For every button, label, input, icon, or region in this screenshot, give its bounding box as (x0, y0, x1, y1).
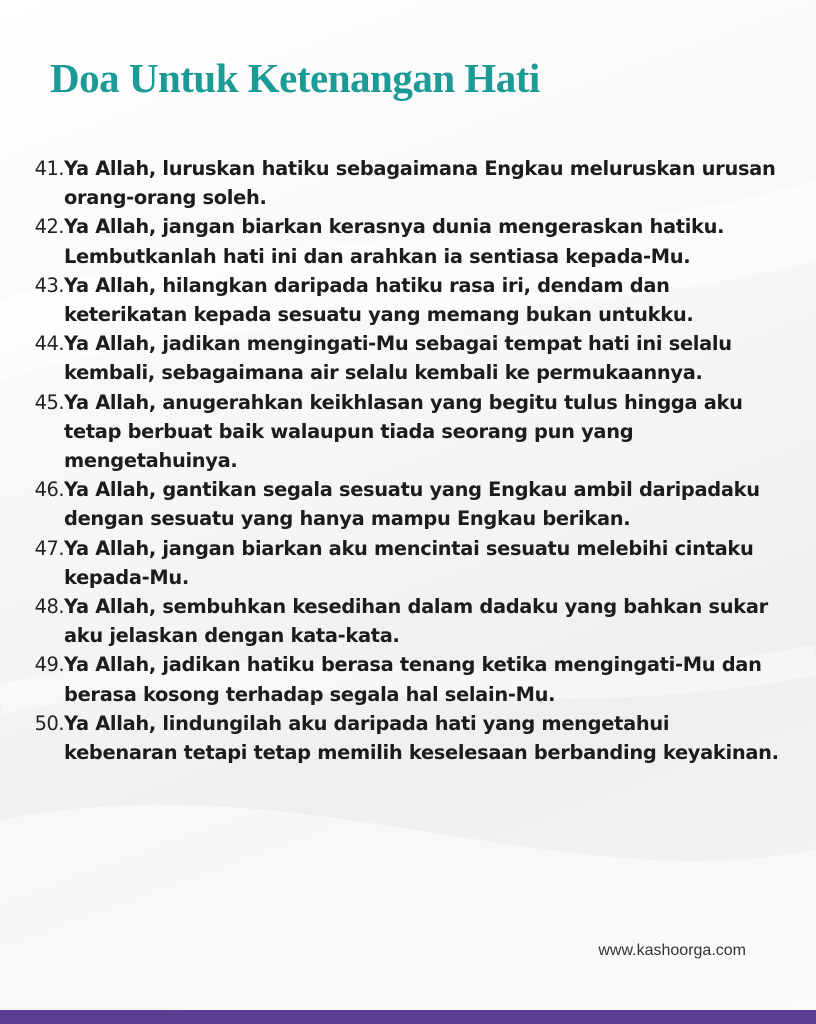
list-item (28, 475, 788, 533)
item-text: Ya Allah, hilangkan daripada hatiku rasa iri, dendam dan keterikatan kepada sesuatu yang memang bukan untukku. (64, 273, 694, 327)
page-title: Doa Untuk Ketenangan Hati (50, 55, 540, 101)
item-number: 48. (34, 595, 64, 619)
item-number: 42. (34, 215, 64, 239)
item-number: 50. (34, 711, 64, 735)
item-text: Ya Allah, luruskan hatiku sebagaimana Engkau meluruskan urusan orang-orang soleh. (64, 157, 776, 210)
list-item (28, 650, 788, 708)
list-item (28, 388, 788, 476)
list-item (28, 329, 788, 387)
item-number: 43. (34, 273, 64, 297)
bottom-bar (0, 1010, 816, 1024)
item-text: Ya Allah, jangan biarkan kerasnya dunia mengeraskan hatiku. Lembutkanlah hati ini dan arahkan ia sentiasa kepada-Mu. (64, 215, 725, 268)
item-number: 49. (34, 653, 64, 677)
item-text: Ya Allah, jadikan mengingati-Mu sebagai tempat hati ini selalu kembali, sebagaimana air selalu kembali ke permukaannya. (64, 332, 732, 385)
item-text: Ya Allah, anugerahkan keikhlasan yang begitu tulus hingga aku tetap berbuat baik walaupun tiada seorang pun yang mengetahuinya. (64, 390, 743, 473)
footer-url: www.kashoorga.com (598, 942, 746, 959)
list-item (28, 271, 788, 329)
item-number: 45. (34, 390, 64, 414)
item-text: Ya Allah, gantikan segala sesuatu yang Engkau ambil daripadaku dengan sesuatu yang hanya mampu Engkau berikan. (64, 478, 760, 531)
item-text: Ya Allah, jadikan hatiku berasa tenang ketika mengingati-Mu dan berasa kosong terhadap segala hal selain-Mu. (64, 653, 762, 706)
item-number: 41. (34, 157, 64, 180)
list-item (28, 709, 788, 767)
item-text: Ya Allah, jangan biarkan aku mencintai sesuatu melebihi cintaku kepada-Mu. (64, 536, 754, 589)
list-item (28, 212, 788, 270)
list-item (28, 592, 788, 650)
list-item (28, 534, 788, 592)
list-item (28, 154, 788, 212)
item-text: Ya Allah, sembuhkan kesedihan dalam dadaku yang bahkan sukar aku jelaskan dengan kata-kata. (64, 595, 768, 648)
item-number: 46. (34, 478, 64, 502)
item-number: 47. (34, 536, 64, 560)
doa-list (28, 154, 788, 767)
item-text: Ya Allah, lindungilah aku daripada hati yang mengetahui kebenaran tetapi tetap memilih keselesaan berbanding keyakinan. (64, 711, 779, 765)
item-number: 44. (34, 332, 64, 356)
